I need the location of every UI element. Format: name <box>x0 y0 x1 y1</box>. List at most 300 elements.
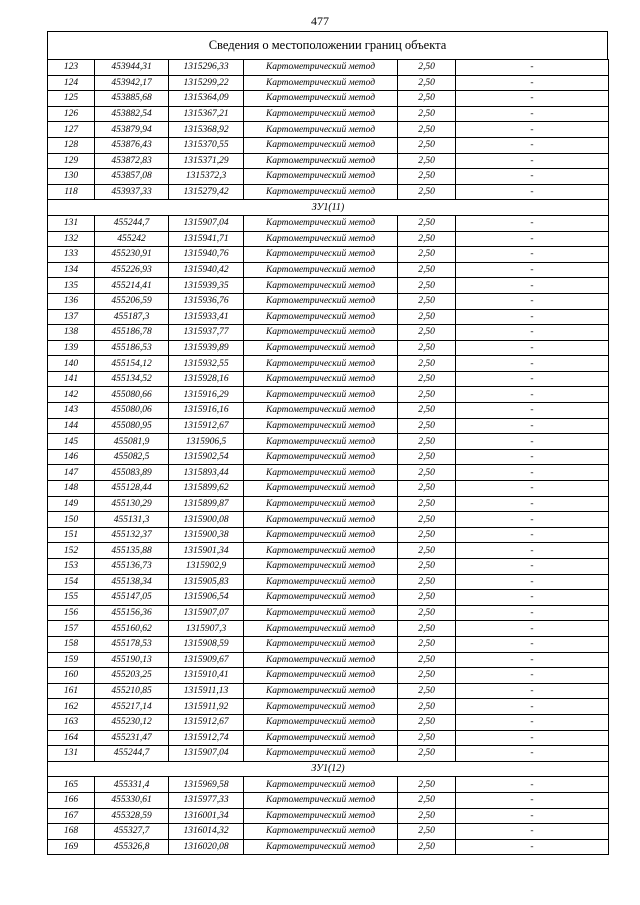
method-cell: Картометрический метод <box>244 683 398 699</box>
note-cell: - <box>456 449 609 465</box>
table-row <box>48 746 609 762</box>
point-number-cell: 142 <box>48 387 95 403</box>
method-cell: Картометрический метод <box>244 387 398 403</box>
y-coordinate-cell: 1315941,71 <box>169 231 244 247</box>
x-coordinate-cell: 455186,53 <box>95 340 169 356</box>
point-number-cell: 145 <box>48 434 95 450</box>
y-coordinate-cell: 1315370,55 <box>169 137 244 153</box>
accuracy-cell: 2,50 <box>398 278 456 294</box>
table-row <box>48 75 609 91</box>
table-row <box>48 652 609 668</box>
x-coordinate-cell: 453879,94 <box>95 122 169 138</box>
point-number-cell: 162 <box>48 699 95 715</box>
point-number-cell: 144 <box>48 418 95 434</box>
table-row <box>48 590 609 606</box>
method-cell: Картометрический метод <box>244 403 398 419</box>
point-number-cell: 131 <box>48 746 95 762</box>
accuracy-cell: 2,50 <box>398 792 456 808</box>
point-number-cell: 130 <box>48 169 95 185</box>
note-cell: - <box>456 122 609 138</box>
y-coordinate-cell: 1315940,42 <box>169 262 244 278</box>
x-coordinate-cell: 455230,12 <box>95 714 169 730</box>
table-row <box>48 481 609 497</box>
x-coordinate-cell: 455147,05 <box>95 590 169 606</box>
note-cell: - <box>456 621 609 637</box>
point-number-cell: 146 <box>48 449 95 465</box>
y-coordinate-cell: 1315969,58 <box>169 777 244 793</box>
note-cell: - <box>456 652 609 668</box>
method-cell: Картометрический метод <box>244 169 398 185</box>
table-row <box>48 356 609 372</box>
table-row <box>48 605 609 621</box>
point-number-cell: 152 <box>48 543 95 559</box>
point-number-cell: 166 <box>48 792 95 808</box>
x-coordinate-cell: 455226,93 <box>95 262 169 278</box>
note-cell: - <box>456 699 609 715</box>
y-coordinate-cell: 1315910,41 <box>169 668 244 684</box>
method-cell: Картометрический метод <box>244 340 398 356</box>
accuracy-cell: 2,50 <box>398 496 456 512</box>
accuracy-cell: 2,50 <box>398 527 456 543</box>
point-number-cell: 165 <box>48 777 95 793</box>
y-coordinate-cell: 1315279,42 <box>169 184 244 200</box>
note-cell: - <box>456 434 609 450</box>
y-coordinate-cell: 1315939,35 <box>169 278 244 294</box>
y-coordinate-cell: 1315912,67 <box>169 418 244 434</box>
point-number-cell: 155 <box>48 590 95 606</box>
accuracy-cell: 2,50 <box>398 512 456 528</box>
accuracy-cell: 2,50 <box>398 449 456 465</box>
y-coordinate-cell: 1315933,41 <box>169 309 244 325</box>
point-number-cell: 138 <box>48 325 95 341</box>
method-cell: Картометрический метод <box>244 824 398 840</box>
y-coordinate-cell: 1315977,33 <box>169 792 244 808</box>
point-number-cell: 168 <box>48 824 95 840</box>
note-cell: - <box>456 496 609 512</box>
x-coordinate-cell: 455135,88 <box>95 543 169 559</box>
method-cell: Картометрический метод <box>244 621 398 637</box>
table-row <box>48 387 609 403</box>
accuracy-cell: 2,50 <box>398 481 456 497</box>
point-number-cell: 129 <box>48 153 95 169</box>
method-cell: Картометрический метод <box>244 496 398 512</box>
point-number-cell: 126 <box>48 106 95 122</box>
y-coordinate-cell: 1315900,38 <box>169 527 244 543</box>
y-coordinate-cell: 1315364,09 <box>169 91 244 107</box>
note-cell: - <box>456 839 609 855</box>
method-cell: Картометрический метод <box>244 60 398 76</box>
accuracy-cell: 2,50 <box>398 137 456 153</box>
table-row <box>48 418 609 434</box>
method-cell: Картометрический метод <box>244 449 398 465</box>
x-coordinate-cell: 455231,47 <box>95 730 169 746</box>
table-row <box>48 434 609 450</box>
point-number-cell: 148 <box>48 481 95 497</box>
table-row <box>48 621 609 637</box>
x-coordinate-cell: 455203,25 <box>95 668 169 684</box>
method-cell: Картометрический метод <box>244 839 398 855</box>
point-number-cell: 153 <box>48 559 95 575</box>
method-cell: Картометрический метод <box>244 356 398 372</box>
note-cell: - <box>456 91 609 107</box>
accuracy-cell: 2,50 <box>398 340 456 356</box>
x-coordinate-cell: 455130,29 <box>95 496 169 512</box>
note-cell: - <box>456 824 609 840</box>
method-cell: Картометрический метод <box>244 730 398 746</box>
x-coordinate-cell: 455082,5 <box>95 449 169 465</box>
method-cell: Картометрический метод <box>244 293 398 309</box>
y-coordinate-cell: 1315905,83 <box>169 574 244 590</box>
method-cell: Картометрический метод <box>244 714 398 730</box>
table-row <box>48 169 609 185</box>
coordinates-table-body <box>48 60 609 855</box>
table-row <box>48 215 609 231</box>
table-row <box>48 636 609 652</box>
page-number: 477 <box>311 14 329 28</box>
x-coordinate-cell: 455230,91 <box>95 247 169 263</box>
x-coordinate-cell: 453882,54 <box>95 106 169 122</box>
table-row <box>48 184 609 200</box>
table-title: Сведения о местоположении границ объекта <box>47 31 608 60</box>
note-cell: - <box>456 418 609 434</box>
method-cell: Картометрический метод <box>244 434 398 450</box>
method-cell: Картометрический метод <box>244 325 398 341</box>
point-number-cell: 132 <box>48 231 95 247</box>
section-header-row <box>48 200 609 216</box>
accuracy-cell: 2,50 <box>398 184 456 200</box>
accuracy-cell: 2,50 <box>398 839 456 855</box>
y-coordinate-cell: 1315908,59 <box>169 636 244 652</box>
note-cell: - <box>456 512 609 528</box>
point-number-cell: 133 <box>48 247 95 263</box>
x-coordinate-cell: 455206,59 <box>95 293 169 309</box>
method-cell: Картометрический метод <box>244 215 398 231</box>
table-row <box>48 559 609 575</box>
y-coordinate-cell: 1315911,92 <box>169 699 244 715</box>
x-coordinate-cell: 455210,85 <box>95 683 169 699</box>
point-number-cell: 159 <box>48 652 95 668</box>
note-cell: - <box>456 481 609 497</box>
accuracy-cell: 2,50 <box>398 590 456 606</box>
point-number-cell: 136 <box>48 293 95 309</box>
coordinates-table <box>47 59 609 855</box>
x-coordinate-cell: 455131,3 <box>95 512 169 528</box>
table-row <box>48 527 609 543</box>
note-cell: - <box>456 387 609 403</box>
note-cell: - <box>456 543 609 559</box>
table-row <box>48 325 609 341</box>
accuracy-cell: 2,50 <box>398 60 456 76</box>
y-coordinate-cell: 1315937,77 <box>169 325 244 341</box>
y-coordinate-cell: 1316014,32 <box>169 824 244 840</box>
method-cell: Картометрический метод <box>244 543 398 559</box>
y-coordinate-cell: 1315899,62 <box>169 481 244 497</box>
x-coordinate-cell: 455214,41 <box>95 278 169 294</box>
method-cell: Картометрический метод <box>244 699 398 715</box>
y-coordinate-cell: 1316001,34 <box>169 808 244 824</box>
note-cell: - <box>456 309 609 325</box>
x-coordinate-cell: 455156,36 <box>95 605 169 621</box>
point-number-cell: 147 <box>48 465 95 481</box>
method-cell: Картометрический метод <box>244 309 398 325</box>
note-cell: - <box>456 184 609 200</box>
y-coordinate-cell: 1315928,16 <box>169 371 244 387</box>
accuracy-cell: 2,50 <box>398 293 456 309</box>
method-cell: Картометрический метод <box>244 262 398 278</box>
accuracy-cell: 2,50 <box>398 652 456 668</box>
y-coordinate-cell: 1315368,92 <box>169 122 244 138</box>
point-number-cell: 161 <box>48 683 95 699</box>
note-cell: - <box>456 371 609 387</box>
method-cell: Картометрический метод <box>244 75 398 91</box>
note-cell: - <box>456 293 609 309</box>
table-row <box>48 496 609 512</box>
y-coordinate-cell: 1315901,34 <box>169 543 244 559</box>
point-number-cell: 135 <box>48 278 95 294</box>
method-cell: Картометрический метод <box>244 559 398 575</box>
method-cell: Картометрический метод <box>244 512 398 528</box>
x-coordinate-cell: 455328,59 <box>95 808 169 824</box>
accuracy-cell: 2,50 <box>398 75 456 91</box>
table-row <box>48 278 609 294</box>
accuracy-cell: 2,50 <box>398 621 456 637</box>
accuracy-cell: 2,50 <box>398 746 456 762</box>
x-coordinate-cell: 453857,08 <box>95 169 169 185</box>
note-cell: - <box>456 403 609 419</box>
table-row <box>48 231 609 247</box>
point-number-cell: 158 <box>48 636 95 652</box>
x-coordinate-cell: 455242 <box>95 231 169 247</box>
method-cell: Картометрический метод <box>244 122 398 138</box>
point-number-cell: 164 <box>48 730 95 746</box>
note-cell: - <box>456 777 609 793</box>
accuracy-cell: 2,50 <box>398 574 456 590</box>
x-coordinate-cell: 453944,31 <box>95 60 169 76</box>
point-number-cell: 139 <box>48 340 95 356</box>
method-cell: Картометрический метод <box>244 605 398 621</box>
y-coordinate-cell: 1315907,04 <box>169 215 244 231</box>
note-cell: - <box>456 169 609 185</box>
table-row <box>48 808 609 824</box>
method-cell: Картометрический метод <box>244 668 398 684</box>
accuracy-cell: 2,50 <box>398 309 456 325</box>
table-row <box>48 106 609 122</box>
y-coordinate-cell: 1315912,74 <box>169 730 244 746</box>
accuracy-cell: 2,50 <box>398 403 456 419</box>
table-row <box>48 91 609 107</box>
table-row <box>48 839 609 855</box>
note-cell: - <box>456 153 609 169</box>
note-cell: - <box>456 465 609 481</box>
table-row <box>48 512 609 528</box>
table-row <box>48 574 609 590</box>
section-header-row <box>48 761 609 777</box>
accuracy-cell: 2,50 <box>398 418 456 434</box>
x-coordinate-cell: 455080,95 <box>95 418 169 434</box>
point-number-cell: 169 <box>48 839 95 855</box>
y-coordinate-cell: 1315916,29 <box>169 387 244 403</box>
method-cell: Картометрический метод <box>244 153 398 169</box>
accuracy-cell: 2,50 <box>398 714 456 730</box>
accuracy-cell: 2,50 <box>398 247 456 263</box>
accuracy-cell: 2,50 <box>398 559 456 575</box>
method-cell: Картометрический метод <box>244 91 398 107</box>
accuracy-cell: 2,50 <box>398 106 456 122</box>
note-cell: - <box>456 231 609 247</box>
accuracy-cell: 2,50 <box>398 325 456 341</box>
method-cell: Картометрический метод <box>244 278 398 294</box>
y-coordinate-cell: 1315371,29 <box>169 153 244 169</box>
method-cell: Картометрический метод <box>244 808 398 824</box>
accuracy-cell: 2,50 <box>398 824 456 840</box>
table-row <box>48 247 609 263</box>
note-cell: - <box>456 590 609 606</box>
note-cell: - <box>456 137 609 153</box>
note-cell: - <box>456 605 609 621</box>
point-number-cell: 124 <box>48 75 95 91</box>
note-cell: - <box>456 668 609 684</box>
method-cell: Картометрический метод <box>244 465 398 481</box>
y-coordinate-cell: 1315916,16 <box>169 403 244 419</box>
point-number-cell: 125 <box>48 91 95 107</box>
note-cell: - <box>456 574 609 590</box>
x-coordinate-cell: 455190,13 <box>95 652 169 668</box>
accuracy-cell: 2,50 <box>398 636 456 652</box>
x-coordinate-cell: 455132,37 <box>95 527 169 543</box>
y-coordinate-cell: 1315907,3 <box>169 621 244 637</box>
accuracy-cell: 2,50 <box>398 543 456 559</box>
accuracy-cell: 2,50 <box>398 683 456 699</box>
note-cell: - <box>456 808 609 824</box>
point-number-cell: 128 <box>48 137 95 153</box>
x-coordinate-cell: 455154,12 <box>95 356 169 372</box>
x-coordinate-cell: 455138,34 <box>95 574 169 590</box>
method-cell: Картометрический метод <box>244 106 398 122</box>
x-coordinate-cell: 455083,89 <box>95 465 169 481</box>
x-coordinate-cell: 455186,78 <box>95 325 169 341</box>
table-row <box>48 60 609 76</box>
x-coordinate-cell: 453937,33 <box>95 184 169 200</box>
x-coordinate-cell: 455134,52 <box>95 371 169 387</box>
method-cell: Картометрический метод <box>244 792 398 808</box>
method-cell: Картометрический метод <box>244 137 398 153</box>
table-row <box>48 262 609 278</box>
x-coordinate-cell: 455330,61 <box>95 792 169 808</box>
point-number-cell: 134 <box>48 262 95 278</box>
point-number-cell: 157 <box>48 621 95 637</box>
y-coordinate-cell: 1315936,76 <box>169 293 244 309</box>
y-coordinate-cell: 1315902,9 <box>169 559 244 575</box>
table-row <box>48 403 609 419</box>
method-cell: Картометрический метод <box>244 746 398 762</box>
y-coordinate-cell: 1315906,5 <box>169 434 244 450</box>
point-number-cell: 163 <box>48 714 95 730</box>
table-row <box>48 792 609 808</box>
x-coordinate-cell: 455331,4 <box>95 777 169 793</box>
method-cell: Картометрический метод <box>244 636 398 652</box>
method-cell: Картометрический метод <box>244 371 398 387</box>
y-coordinate-cell: 1315893,44 <box>169 465 244 481</box>
accuracy-cell: 2,50 <box>398 699 456 715</box>
accuracy-cell: 2,50 <box>398 387 456 403</box>
y-coordinate-cell: 1315367,21 <box>169 106 244 122</box>
y-coordinate-cell: 1315911,13 <box>169 683 244 699</box>
x-coordinate-cell: 455244,7 <box>95 746 169 762</box>
method-cell: Картометрический метод <box>244 481 398 497</box>
note-cell: - <box>456 278 609 294</box>
section-label: ЗУ1(12) <box>48 761 609 777</box>
table-row <box>48 465 609 481</box>
x-coordinate-cell: 455187,3 <box>95 309 169 325</box>
note-cell: - <box>456 792 609 808</box>
x-coordinate-cell: 455128,44 <box>95 481 169 497</box>
method-cell: Картометрический метод <box>244 527 398 543</box>
point-number-cell: 167 <box>48 808 95 824</box>
accuracy-cell: 2,50 <box>398 730 456 746</box>
accuracy-cell: 2,50 <box>398 668 456 684</box>
table-row <box>48 777 609 793</box>
table-row <box>48 714 609 730</box>
note-cell: - <box>456 215 609 231</box>
y-coordinate-cell: 1315299,22 <box>169 75 244 91</box>
accuracy-cell: 2,50 <box>398 122 456 138</box>
point-number-cell: 123 <box>48 60 95 76</box>
y-coordinate-cell: 1316020,08 <box>169 839 244 855</box>
point-number-cell: 149 <box>48 496 95 512</box>
note-cell: - <box>456 714 609 730</box>
accuracy-cell: 2,50 <box>398 231 456 247</box>
accuracy-cell: 2,50 <box>398 371 456 387</box>
y-coordinate-cell: 1315900,08 <box>169 512 244 528</box>
x-coordinate-cell: 453942,17 <box>95 75 169 91</box>
x-coordinate-cell: 453885,68 <box>95 91 169 107</box>
accuracy-cell: 2,50 <box>398 605 456 621</box>
accuracy-cell: 2,50 <box>398 153 456 169</box>
table-row <box>48 683 609 699</box>
method-cell: Картометрический метод <box>244 184 398 200</box>
note-cell: - <box>456 683 609 699</box>
x-coordinate-cell: 455326,8 <box>95 839 169 855</box>
accuracy-cell: 2,50 <box>398 169 456 185</box>
table-row <box>48 309 609 325</box>
section-label: ЗУ1(11) <box>48 200 609 216</box>
accuracy-cell: 2,50 <box>398 808 456 824</box>
point-number-cell: 127 <box>48 122 95 138</box>
note-cell: - <box>456 730 609 746</box>
y-coordinate-cell: 1315906,54 <box>169 590 244 606</box>
table-row <box>48 371 609 387</box>
note-cell: - <box>456 636 609 652</box>
x-coordinate-cell: 455244,7 <box>95 215 169 231</box>
method-cell: Картометрический метод <box>244 231 398 247</box>
accuracy-cell: 2,50 <box>398 215 456 231</box>
method-cell: Картометрический метод <box>244 247 398 263</box>
table-row <box>48 153 609 169</box>
x-coordinate-cell: 453876,43 <box>95 137 169 153</box>
y-coordinate-cell: 1315907,04 <box>169 746 244 762</box>
table-row <box>48 137 609 153</box>
table-row <box>48 730 609 746</box>
note-cell: - <box>456 325 609 341</box>
accuracy-cell: 2,50 <box>398 434 456 450</box>
accuracy-cell: 2,50 <box>398 356 456 372</box>
table-row <box>48 668 609 684</box>
table-row <box>48 699 609 715</box>
method-cell: Картометрический метод <box>244 590 398 606</box>
y-coordinate-cell: 1315902,54 <box>169 449 244 465</box>
point-number-cell: 150 <box>48 512 95 528</box>
table-row <box>48 340 609 356</box>
